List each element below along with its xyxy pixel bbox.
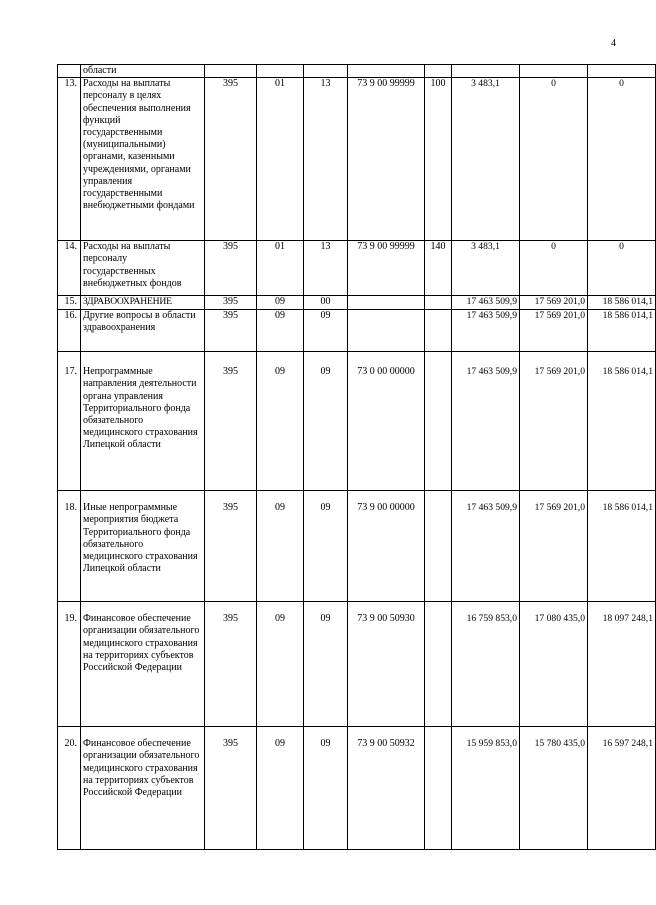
row-csr: 73 0 00 00000 <box>348 352 425 491</box>
table-row <box>58 241 656 296</box>
row-number: 16. <box>58 310 81 352</box>
row-vr <box>425 296 452 310</box>
row-year2 <box>520 65 588 78</box>
row-csr: 73 9 00 00000 <box>348 491 425 602</box>
row-vr <box>425 602 452 727</box>
row-glava: 395 <box>205 78 257 241</box>
table-row <box>58 491 656 602</box>
table-row <box>58 602 656 727</box>
row-year1: 17 463 509,9 <box>452 491 520 602</box>
row-podrazdel: 00 <box>304 296 348 310</box>
table-row <box>58 727 656 850</box>
row-name: Непрограммные направления деятельности органа управления Территориального фонда обязательного медицинского страхования Липецкой области <box>81 352 205 491</box>
row-year3: 18 097 248,1 <box>588 602 656 727</box>
row-year2: 17 080 435,0 <box>520 602 588 727</box>
row-name: Расходы на выплаты персоналу в целях обеспечения выполнения функций государственными (муниципальными) органами, казенными учреждениями, органами управления государственными внебюджетными фондами <box>81 78 205 241</box>
row-number: 13. <box>58 78 81 241</box>
row-csr: 73 9 00 99999 <box>348 241 425 296</box>
row-glava: 395 <box>205 241 257 296</box>
row-number <box>58 65 81 78</box>
row-razdel: 09 <box>257 602 304 727</box>
row-year3: 0 <box>588 241 656 296</box>
row-year3: 18 586 014,1 <box>588 296 656 310</box>
row-year3: 16 597 248,1 <box>588 727 656 850</box>
row-podrazdel: 09 <box>304 491 348 602</box>
row-glava <box>205 65 257 78</box>
table-row <box>58 78 656 241</box>
row-year3 <box>588 65 656 78</box>
row-year2: 17 569 201,0 <box>520 310 588 352</box>
row-name: Финансовое обеспечение организации обязательного медицинского страхования на территориях субъектов Российской Федерации <box>81 602 205 727</box>
row-glava: 395 <box>205 352 257 491</box>
row-razdel: 01 <box>257 78 304 241</box>
row-number: 19. <box>58 602 81 727</box>
row-name: ЗДРАВООХРАНЕНИЕ <box>81 296 205 310</box>
row-csr <box>348 310 425 352</box>
row-number: 18. <box>58 491 81 602</box>
row-razdel: 09 <box>257 310 304 352</box>
row-glava: 395 <box>205 727 257 850</box>
row-year2: 17 569 201,0 <box>520 352 588 491</box>
table-row <box>58 65 656 78</box>
row-csr <box>348 296 425 310</box>
row-year3: 18 586 014,1 <box>588 310 656 352</box>
row-year3: 18 586 014,1 <box>588 352 656 491</box>
row-year2: 17 569 201,0 <box>520 491 588 602</box>
row-glava: 395 <box>205 602 257 727</box>
row-name: Другие вопросы в области здравоохранения <box>81 310 205 352</box>
row-number: 20. <box>58 727 81 850</box>
row-year3: 0 <box>588 78 656 241</box>
row-vr: 100 <box>425 78 452 241</box>
row-podrazdel <box>304 65 348 78</box>
row-vr <box>425 727 452 850</box>
row-podrazdel: 09 <box>304 310 348 352</box>
row-year1 <box>452 65 520 78</box>
row-podrazdel: 09 <box>304 352 348 491</box>
row-vr <box>425 65 452 78</box>
row-csr <box>348 65 425 78</box>
row-glava: 395 <box>205 310 257 352</box>
row-number: 17. <box>58 352 81 491</box>
row-vr <box>425 491 452 602</box>
row-razdel: 09 <box>257 296 304 310</box>
row-number: 14. <box>58 241 81 296</box>
row-year2: 15 780 435,0 <box>520 727 588 850</box>
row-glava: 395 <box>205 491 257 602</box>
row-razdel: 09 <box>257 491 304 602</box>
row-vr: 140 <box>425 241 452 296</box>
row-podrazdel: 13 <box>304 78 348 241</box>
row-year2: 0 <box>520 78 588 241</box>
table-row <box>58 310 656 352</box>
row-name: Расходы на выплаты персоналу государственных внебюджетных фондов <box>81 241 205 296</box>
row-year1: 17 463 509,9 <box>452 296 520 310</box>
row-year2: 17 569 201,0 <box>520 296 588 310</box>
row-razdel: 09 <box>257 727 304 850</box>
row-podrazdel: 09 <box>304 602 348 727</box>
row-year1: 17 463 509,9 <box>452 310 520 352</box>
row-number: 15. <box>58 296 81 310</box>
row-vr <box>425 352 452 491</box>
row-podrazdel: 09 <box>304 727 348 850</box>
row-year1: 17 463 509,9 <box>452 352 520 491</box>
row-name: Финансовое обеспечение организации обязательного медицинского страхования на территориях субъектов Российской Федерации <box>81 727 205 850</box>
row-year3: 18 586 014,1 <box>588 491 656 602</box>
row-razdel <box>257 65 304 78</box>
row-razdel: 01 <box>257 241 304 296</box>
row-vr <box>425 310 452 352</box>
row-year2: 0 <box>520 241 588 296</box>
row-year1: 15 959 853,0 <box>452 727 520 850</box>
budget-table <box>57 64 656 850</box>
row-glava: 395 <box>205 296 257 310</box>
row-razdel: 09 <box>257 352 304 491</box>
page-number: 4 <box>611 38 616 49</box>
row-year1: 3 483,1 <box>452 78 520 241</box>
row-csr: 73 9 00 50930 <box>348 602 425 727</box>
row-name: области <box>81 65 205 78</box>
row-year1: 3 483,1 <box>452 241 520 296</box>
row-year1: 16 759 853,0 <box>452 602 520 727</box>
row-csr: 73 9 00 50932 <box>348 727 425 850</box>
row-name: Иные непрограммные мероприятия бюджета Территориального фонда обязательного медицинского страхования Липецкой области <box>81 491 205 602</box>
row-csr: 73 9 00 99999 <box>348 78 425 241</box>
row-podrazdel: 13 <box>304 241 348 296</box>
table-row <box>58 352 656 491</box>
table-row <box>58 296 656 310</box>
